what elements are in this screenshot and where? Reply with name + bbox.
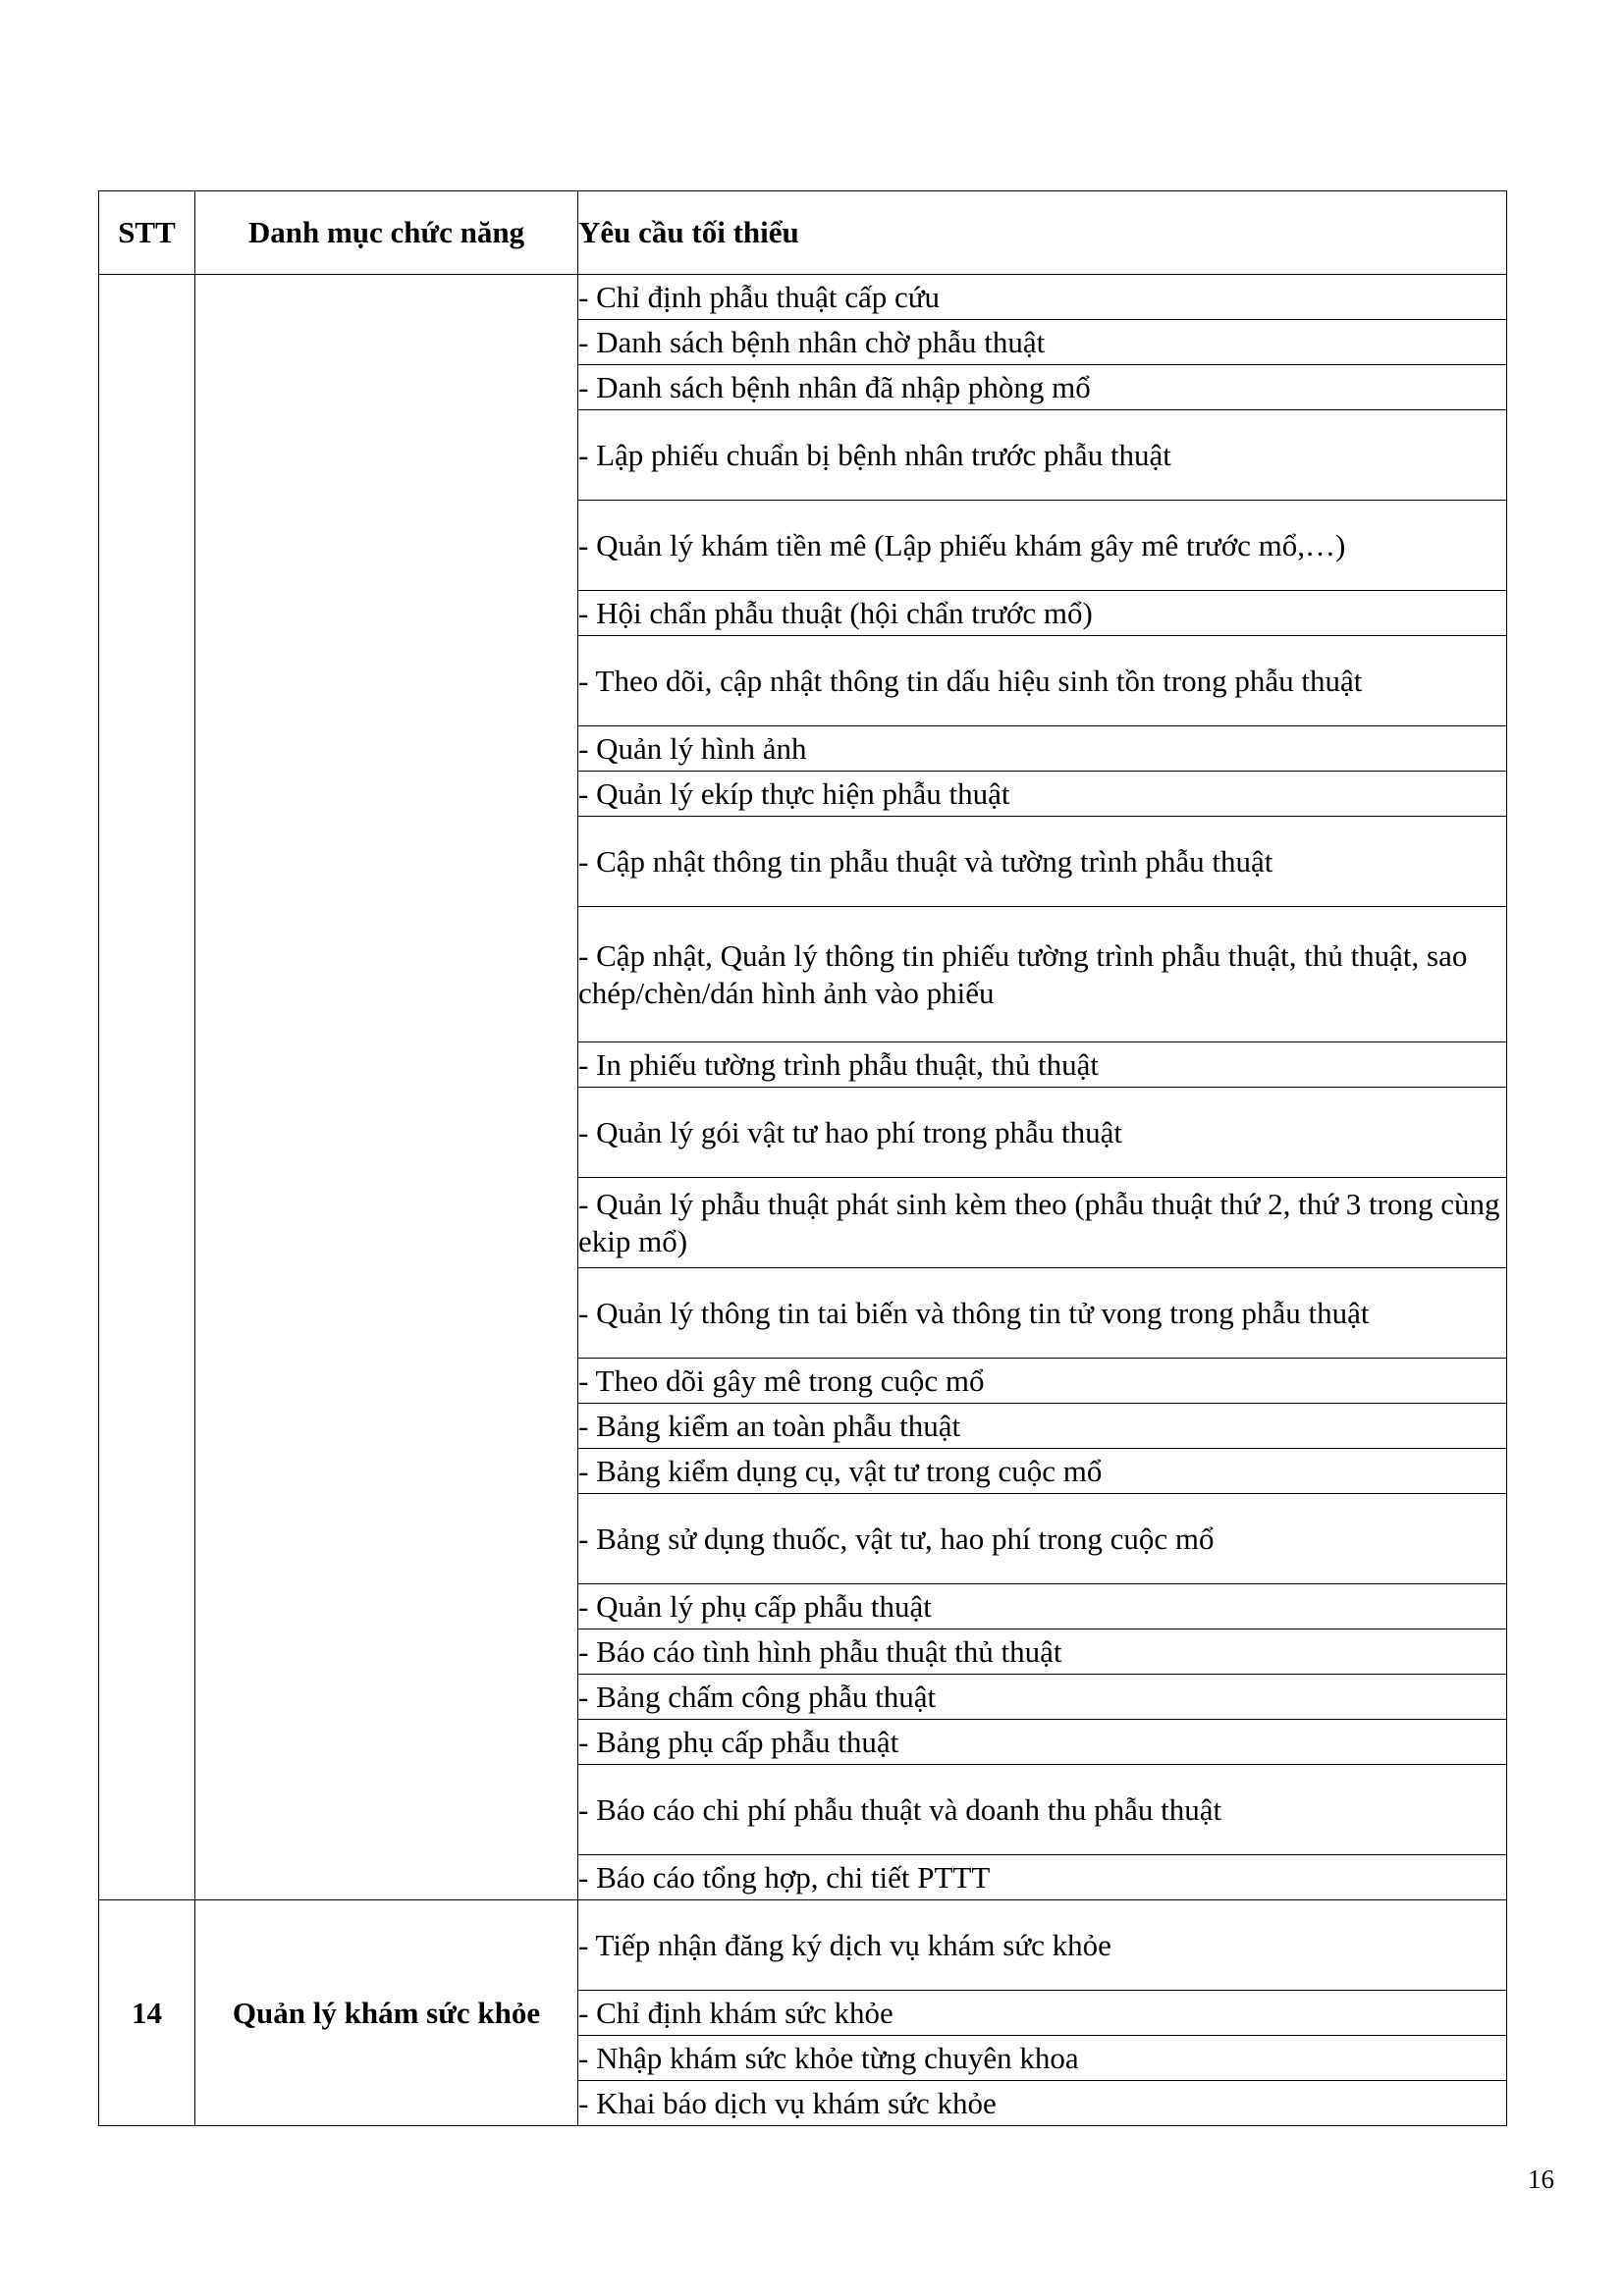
requirement-item: - Cập nhật thông tin phẫu thuật và tường trình phẫu thuật [578,817,1507,907]
requirement-item: - Quản lý hình ảnh [578,726,1507,772]
header-category: Danh mục chức năng [195,191,578,275]
requirement-item: - Khai báo dịch vụ khám sức khỏe [578,2081,1507,2126]
requirement-item: - Quản lý phụ cấp phẫu thuật [578,1584,1507,1629]
requirements-table [98,190,1507,2126]
table-row [99,275,1507,320]
requirement-item: - Chỉ định khám sức khỏe [578,1991,1507,2036]
requirement-item: - Quản lý thông tin tai biến và thông tin tử vong trong phẫu thuật [578,1268,1507,1359]
requirement-item: - Bảng phụ cấp phẫu thuật [578,1720,1507,1765]
requirement-item: - Danh sách bệnh nhân chờ phẫu thuật [578,320,1507,365]
requirement-item: - Quản lý khám tiền mê (Lập phiếu khám gây mê trước mổ,…) [578,501,1507,591]
requirement-item: - Bảng kiểm an toàn phẫu thuật [578,1404,1507,1449]
requirement-item: - Báo cáo tình hình phẫu thuật thủ thuật [578,1629,1507,1675]
requirement-item: - Theo dõi gây mê trong cuộc mổ [578,1359,1507,1404]
header-stt: STT [99,191,195,275]
requirement-item: - Quản lý gói vật tư hao phí trong phẫu thuật [578,1088,1507,1178]
header-row [99,191,1507,275]
requirement-item: - Theo dõi, cập nhật thông tin dấu hiệu sinh tồn trong phẫu thuật [578,636,1507,726]
requirement-item: - Bảng sử dụng thuốc, vật tư, hao phí trong cuộc mổ [578,1494,1507,1584]
stt-cell: 14 [99,1900,195,2126]
requirement-item: - Nhập khám sức khỏe từng chuyên khoa [578,2036,1507,2081]
category-cell: Quản lý khám sức khỏe [195,1900,578,2126]
requirement-item: - Báo cáo tổng hợp, chi tiết PTTT [578,1855,1507,1900]
requirement-item: - Lập phiếu chuẩn bị bệnh nhân trước phẫu thuật [578,410,1507,501]
requirement-item: - Báo cáo chi phí phẫu thuật và doanh thu phẫu thuật [578,1765,1507,1855]
header-requirements: Yêu cầu tối thiểu [578,191,1507,275]
requirement-item: - Cập nhật, Quản lý thông tin phiếu tường trình phẫu thuật, thủ thuật, sao chép/chèn/dán hình ảnh vào phiếu [578,907,1507,1042]
requirement-item: - Bảng chấm công phẫu thuật [578,1675,1507,1720]
requirement-item: - Quản lý phẫu thuật phát sinh kèm theo (phẫu thuật thứ 2, thứ 3 trong cùng ekip mổ) [578,1178,1507,1268]
table-row [99,1900,1507,1991]
requirement-item: - Bảng kiểm dụng cụ, vật tư trong cuộc mổ [578,1449,1507,1494]
stt-cell [99,275,195,1900]
page-number: 16 [1528,2164,1554,2194]
requirement-item: - In phiếu tường trình phẫu thuật, thủ thuật [578,1042,1507,1088]
requirement-item: - Quản lý ekíp thực hiện phẫu thuật [578,772,1507,817]
category-cell [195,275,578,1900]
requirement-item: - Hội chẩn phẫu thuật (hội chẩn trước mổ) [578,591,1507,636]
requirement-item: - Danh sách bệnh nhân đã nhập phòng mổ [578,365,1507,410]
requirement-item: - Tiếp nhận đăng ký dịch vụ khám sức khỏe [578,1900,1507,1991]
requirement-item: - Chỉ định phẫu thuật cấp cứu [578,275,1507,320]
